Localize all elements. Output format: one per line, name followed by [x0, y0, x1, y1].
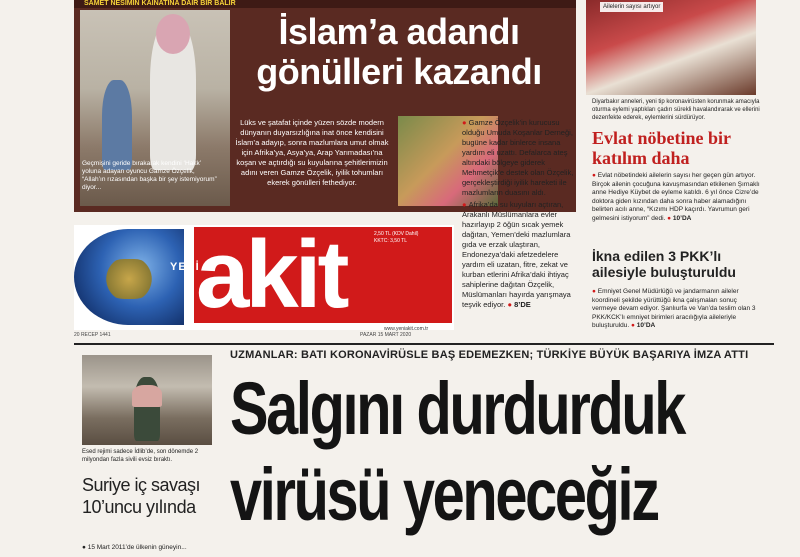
bullet-icon: ●	[462, 200, 469, 209]
syria-headline-line1: Suriye iç savaşı	[82, 475, 201, 495]
promo-headline-line1: İslam’a adandı	[278, 11, 520, 52]
bullet-icon: ●	[592, 288, 598, 295]
page-reference: 10’DA	[636, 322, 656, 329]
main-headline-line2: virüsü yeneceğiz	[230, 453, 658, 536]
promo-body: Lüks ve şatafat içinde yüzen sözde modern dünyanın duyarsızlığına inat önce kendisini İslam’a adayıp, sonra mazlumlara umut olmak için Afrika’ya, Asya’ya, Arap Yarımadası’na koşan ve açtırdığı su kuyularına şehitlerimizin adını veren Gamze Özçelik, iyilik tohumları ekerek gönülleri fethediyor.	[235, 118, 389, 187]
evlat-body: ● Evlat nöbetindeki ailelerin sayısı her geçen gün artıyor. Birçok ailenin çocuğuna kavuşmasından etkilenen Şırnaklı anne Hediye Küybet de eyleme katıldı. 6 yıl önce Cizre’de doktora giden kızından daha sonra haber alamadığını belirten acılı anne, “Kızımı HDP kaçırdı. Yavrumun geri gelmesini istiyorum” dedi. ● 10’DA	[592, 172, 760, 222]
masthead	[74, 221, 454, 332]
pkk-body: ● Emniyet Genel Müdürlüğü ve jandarmanın aileler koordineli şekilde yürüttüğü ikna çalışmaları sonuç vermeye devam ediyor. Şanlıurfa ve Van’da teslim olan 3 PKK/KCK’lı emniyet birimleri aracılığıyla aileleriyle buluşturuldu. ● 10’DA	[592, 288, 756, 329]
bullet-icon: ●	[507, 300, 512, 309]
photo-badge: Ailelerin sayısı artıyor	[600, 2, 663, 12]
mothers-protest-photo	[586, 0, 756, 95]
globe-logo	[74, 229, 184, 325]
bullet-icon: ●	[82, 544, 88, 551]
syria-teaser: ● 15 Mart 2011’de ülkenin güneyin...	[82, 544, 187, 551]
syria-headline-line2: 10’uncu yılında	[82, 497, 196, 517]
bullet-icon: ●	[631, 322, 635, 329]
price-info	[374, 231, 418, 245]
middle-paragraph: ● Gamze Özçelik’in kurucusu olduğu Umuda Koşanlar Derneği, bugüne kadar binlerce insana yardım eli uzattı. Defalarca ateş altındaki bölgeye giderek Mehmetçik’e destek olan Özçelik, gerçekleştirdiği iyilik hareketi ile mazlumların duasını aldı.	[462, 118, 574, 197]
syria-rubble-photo	[82, 355, 212, 445]
bullet-icon: ●	[667, 214, 672, 222]
top-strip: SAMET NESİMİN KAİNATINA DAİR BİR BALIR	[74, 0, 576, 8]
middle-paragraph: ● Afrika’da su kuyuları açtıran, Arakanlı Müslümanlara evler hazırlayıp 2 öğün sıcak yemek dağıtan, Yemen’deki mazlumlara gıda ve erzak ulaştıran, Endonezya’daki afetzedelere yardım eli uzatan, fitre, zekat ve kurban etlerini Afrika’daki ihtiyaç sahiplerine dağıtan Özçelik, Müslümanları hayırda yarışmaya teşvik ediyor. ● 8’DE	[462, 200, 571, 309]
photo-child	[132, 385, 162, 407]
page-reference: 8’DE	[514, 300, 531, 309]
website: www.yeniakit.com.tr	[384, 326, 429, 332]
promo-photo-caption: Geçmişini geride bırakarak kendini ‘Hakk’ yoluna adayan oyuncu Gamze Özçelik, “Allah’ın rızasından başka bir şey istemiyorum” diyor...	[82, 160, 217, 191]
bullet-icon: ●	[462, 118, 469, 127]
price-line: 2,50 TL (KDV Dahil)	[374, 231, 419, 237]
photo-figure-head	[156, 14, 190, 54]
main-headline	[230, 366, 685, 538]
page-reference: 10’DA	[672, 214, 692, 222]
main-headline-line1: Salgını durdurduk	[230, 367, 685, 450]
middle-column	[462, 118, 574, 312]
syria-headline	[82, 474, 222, 518]
main-kicker: UZMANLAR: BATI KORONAVİRÜSLE BAŞ EDEMEZKEN; TÜRKİYE BÜYÜK BAŞARIYA İMZA ATTI	[230, 349, 749, 361]
photo-child	[102, 80, 132, 170]
bullet-icon: ●	[592, 172, 598, 179]
price-line-kktc: KKTC: 3,50 TL	[374, 238, 407, 244]
syria-photo-caption: Esed rejimi sadece İdlib’de, son dönemde 2 milyondan fazla sivili evsiz bıraktı.	[82, 449, 199, 463]
hijri-date: 20 RECEP 1441	[74, 332, 111, 338]
evlat-headline: Evlat nöbetine bir katılım daha	[592, 128, 731, 168]
mothers-photo-caption: Diyarbakır anneleri, yeni tip koronavirüsten korunmak amacıyla oturma eylemi yaptıkları çadırı sürekli havalandırarak ve ellerini dezenfekte ederek, eylemlerini sürdürüyor.	[592, 99, 760, 121]
section-rule	[74, 343, 774, 345]
masthead-yeni: YENİ	[170, 261, 200, 273]
pkk-headline: İkna edilen 3 PKK’lı ailesiyle buluşturuldu	[592, 248, 736, 280]
globe-land	[104, 259, 154, 299]
masthead-akit: akit	[196, 221, 346, 328]
promo-headline-line2: gönülleri kazandı	[256, 51, 542, 92]
gregorian-date: PAZAR 15 MART 2020	[360, 332, 412, 338]
promo-headline	[224, 12, 574, 92]
